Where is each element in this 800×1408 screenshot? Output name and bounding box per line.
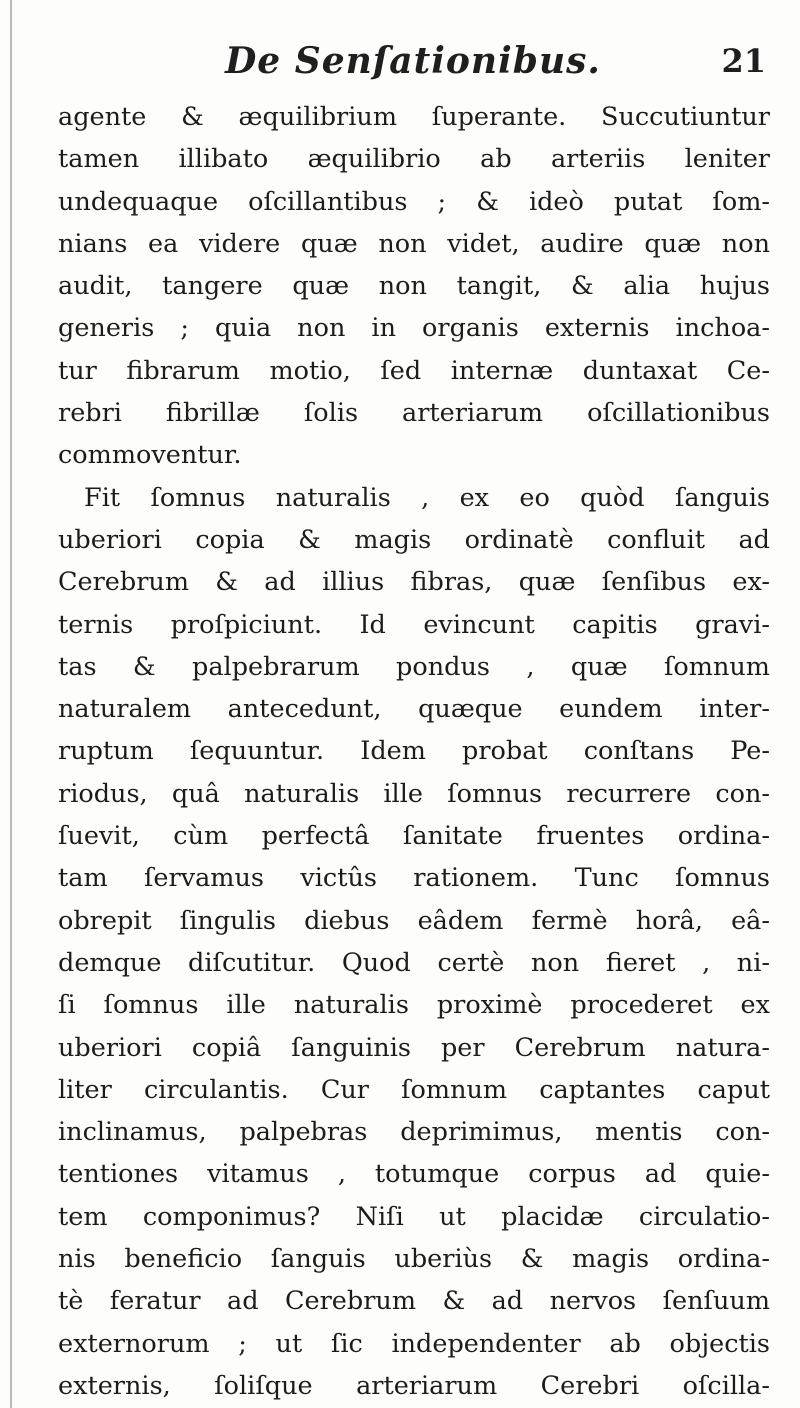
text-line: inclinamus, palpebras deprimimus, mentis con- <box>58 1117 770 1148</box>
text-line: Fit ſomnus naturalis , ex eo quòd ſanguis <box>84 482 770 513</box>
text-line: tentiones vitamus , totumque corpus ad quie- <box>58 1159 770 1190</box>
text-line: Cerebrum & ad illius fibras, quæ ſenſibus ex- <box>58 567 770 598</box>
text-line: uberiori copiâ ſanguinis per Cerebrum natura- <box>58 1032 770 1063</box>
text-line: liter circulantis. Cur ſomnum captantes caput <box>58 1074 770 1105</box>
text-line: agente & æquilibrium ſuperante. Succutiuntur <box>58 102 770 132</box>
text-line: rebri fibrillæ ſolis arteriarum oſcillationibus <box>58 398 770 429</box>
text-line: audit, tangere quæ non tangit, & alia hujus <box>58 271 770 302</box>
text-line: ſi ſomnus ille naturalis proximè procederet ex <box>58 990 770 1021</box>
text-line: commoventur. <box>58 440 242 471</box>
page-number: 21 <box>721 42 766 80</box>
body-text <box>58 96 770 1407</box>
text-line: nis beneficio ſanguis uberiùs & magis ordina- <box>58 1244 770 1275</box>
text-line: naturalem antecedunt, quæque eundem inter- <box>58 694 770 725</box>
text-line: obrepit ſingulis diebus eâdem fermè horâ, eâ- <box>58 905 770 936</box>
text-line: generis ; quia non in organis externis inchoa- <box>58 313 770 344</box>
page-edge-line <box>10 0 12 1408</box>
text-line: ternis proſpiciunt. Id evincunt capitis gravi- <box>58 609 770 640</box>
page-header <box>60 40 766 90</box>
text-line: tamen illibato æquilibrio ab arteriis leniter <box>58 144 770 175</box>
text-line: demque diſcutitur. Quod certè non fieret , ni- <box>58 947 770 978</box>
text-line: tem componimus? Niſi ut placidæ circulatio- <box>58 1201 770 1232</box>
text-line: uberiori copia & magis ordinatè confluit ad <box>58 524 770 555</box>
text-line: externis, ſoliſque arteriarum Cerebri oſcilla- <box>58 1370 770 1401</box>
text-line: tas & palpebrarum pondus , quæ ſomnum <box>58 651 770 682</box>
text-line: externorum ; ut ſic independenter ab objectis <box>58 1328 770 1359</box>
text-line: ruptum ſequuntur. Idem probat conſtans Pe- <box>58 736 770 767</box>
text-line: undequaque oſcillantibus ; & ideò putat ſom- <box>58 186 770 217</box>
running-title: De Senſationibus. <box>225 40 601 82</box>
text-line: tè feratur ad Cerebrum & ad nervos ſenſuum <box>58 1286 770 1317</box>
text-line: ſuevit, cùm perfectâ ſanitate fruentes ordina- <box>58 821 770 852</box>
text-line: tur fibrarum motio, ſed internæ duntaxat Ce- <box>58 355 770 386</box>
text-line: nians ea videre quæ non videt, audire quæ non <box>58 228 770 259</box>
text-line: tam ſervamus victûs rationem. Tunc ſomnus <box>58 863 770 894</box>
text-line: riodus, quâ naturalis ille ſomnus recurrere con- <box>58 778 770 809</box>
